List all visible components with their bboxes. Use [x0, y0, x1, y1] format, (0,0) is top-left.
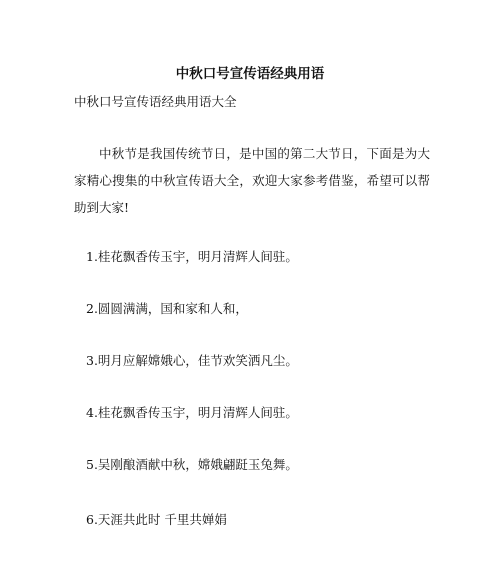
intro-paragraph: 中秋节是我国传统节日，是中国的第二大节日，下面是为大家精心搜集的中秋宣传语大全，欢迎大家参考借鉴，希望可以帮助到大家!	[74, 146, 430, 215]
slogan-item: 3.明月应解嫦娥心，佳节欢笑洒凡尘。	[86, 353, 298, 368]
slogan-item: 6.天涯共此时 千里共婵娟	[86, 512, 227, 527]
document-title: 中秋口号宣传语经典用语	[175, 66, 325, 82]
document-subtitle: 中秋口号宣传语经典用语大全	[74, 94, 237, 109]
slogan-item: 2.圆圆满满，国和家和人和，	[86, 301, 248, 316]
slogan-item: 5.吴刚酿酒献中秋，嫦娥翩跹玉兔舞。	[86, 457, 298, 472]
slogan-item: 4.桂花飘香传玉宇，明月清辉人间驻。	[86, 405, 298, 420]
slogan-item: 1.桂花飘香传玉宇，明月清辉人间驻。	[86, 249, 298, 264]
